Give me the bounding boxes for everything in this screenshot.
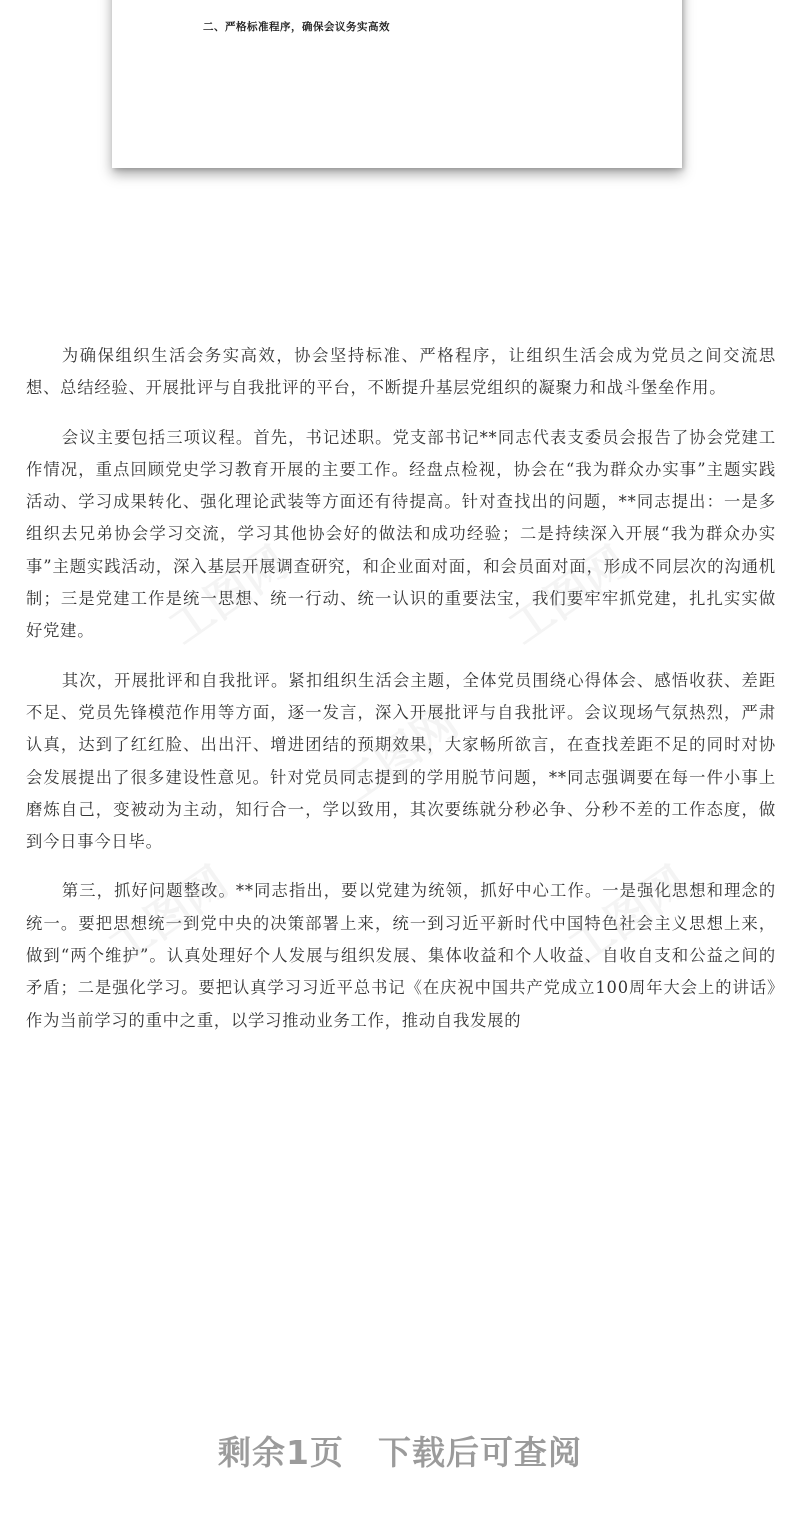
paragraph: 会议主要包括三项议程。首先，书记述职。党支部书记**同志代表支委员会报告了协会党建工作情况，重点回顾党史学习教育开展的主要工作。经盘点检视，协会在“我为群众办实事”主题实践活动、学习成果转化、强化理论武装等方面还有待提高。针对查找出的问题，**同志提出：一是多组织去兄弟协会学习交流，学习其他协会好的做法和成功经验；二是持续深入开展“我为群众办实事”主题实践活动，深入基层开展调查研究，和企业面对面，和会员面对面，形成不同层次的沟通机制；三是党建工作是统一思想、统一行动、统一认识的重要法宝，我们要牢牢抓党建，扎扎实实做好党建。 (26, 427, 776, 641)
watermark: 工图网 (329, 696, 468, 815)
paragraph: 第三，抓好问题整改。**同志指出，要以党建为统领，抓好中心工作。一是强化思想和理念的统一。要把思想统一到党中央的决策部署上来，统一到习近平新时代中国特色社会主义思想上来，做到“两个维护”。认真处理好个人发展与组织发展、集体收益和个人收益、自收自支和公益之间的矛盾；二是强化学习。要把认真学习习近平总书记《在庆祝中国共产党成立100周年大会上的讲话》作为当前学习的重中之重，以学习推动业务工作，推动自我发展的 (26, 881, 776, 1030)
watermark: 工图网 (99, 856, 238, 975)
document-body (26, 340, 776, 1054)
paragraph: 为确保组织生活会务实高效，协会坚持标准、严格程序，让组织生活会成为党员之间交流思想、总结经验、开展批评与自我批评的平台，不断提升基层党组织的凝聚力和战斗堡垒作用。 (26, 346, 776, 398)
paragraph: 其次，开展批评和自我批评。紧扣组织生活会主题，全体党员围绕心得体会、感悟收获、差距不足、党员先锋模范作用等方面，逐一发言，深入开展批评与自我批评。会议现场气氛热烈，严肃认真，达到了红红脸、出出汗、增进团结的预期效果，大家畅所欲言，在查找差距不足的同时对协会发展提出了很多建设性意见。针对党员同志提到的学用脱节问题，**同志强调要在每一件小事上磨炼自己，变被动为主动，知行合一，学以致用，其次要练就分秒必争、分秒不差的工作态度，做到今日事今日毕。 (26, 670, 776, 852)
previous-page-preview (112, 0, 682, 168)
watermark: 工图网 (499, 536, 638, 655)
preview-section-heading: 二、严格标准程序，确保会议务实高效 (203, 21, 390, 33)
content-fade (0, 1330, 800, 1420)
download-more-banner[interactable]: 剩余1页 下载后可查阅 (218, 1433, 582, 1472)
watermark: 工图网 (159, 536, 298, 655)
watermark: 工图网 (559, 856, 698, 975)
